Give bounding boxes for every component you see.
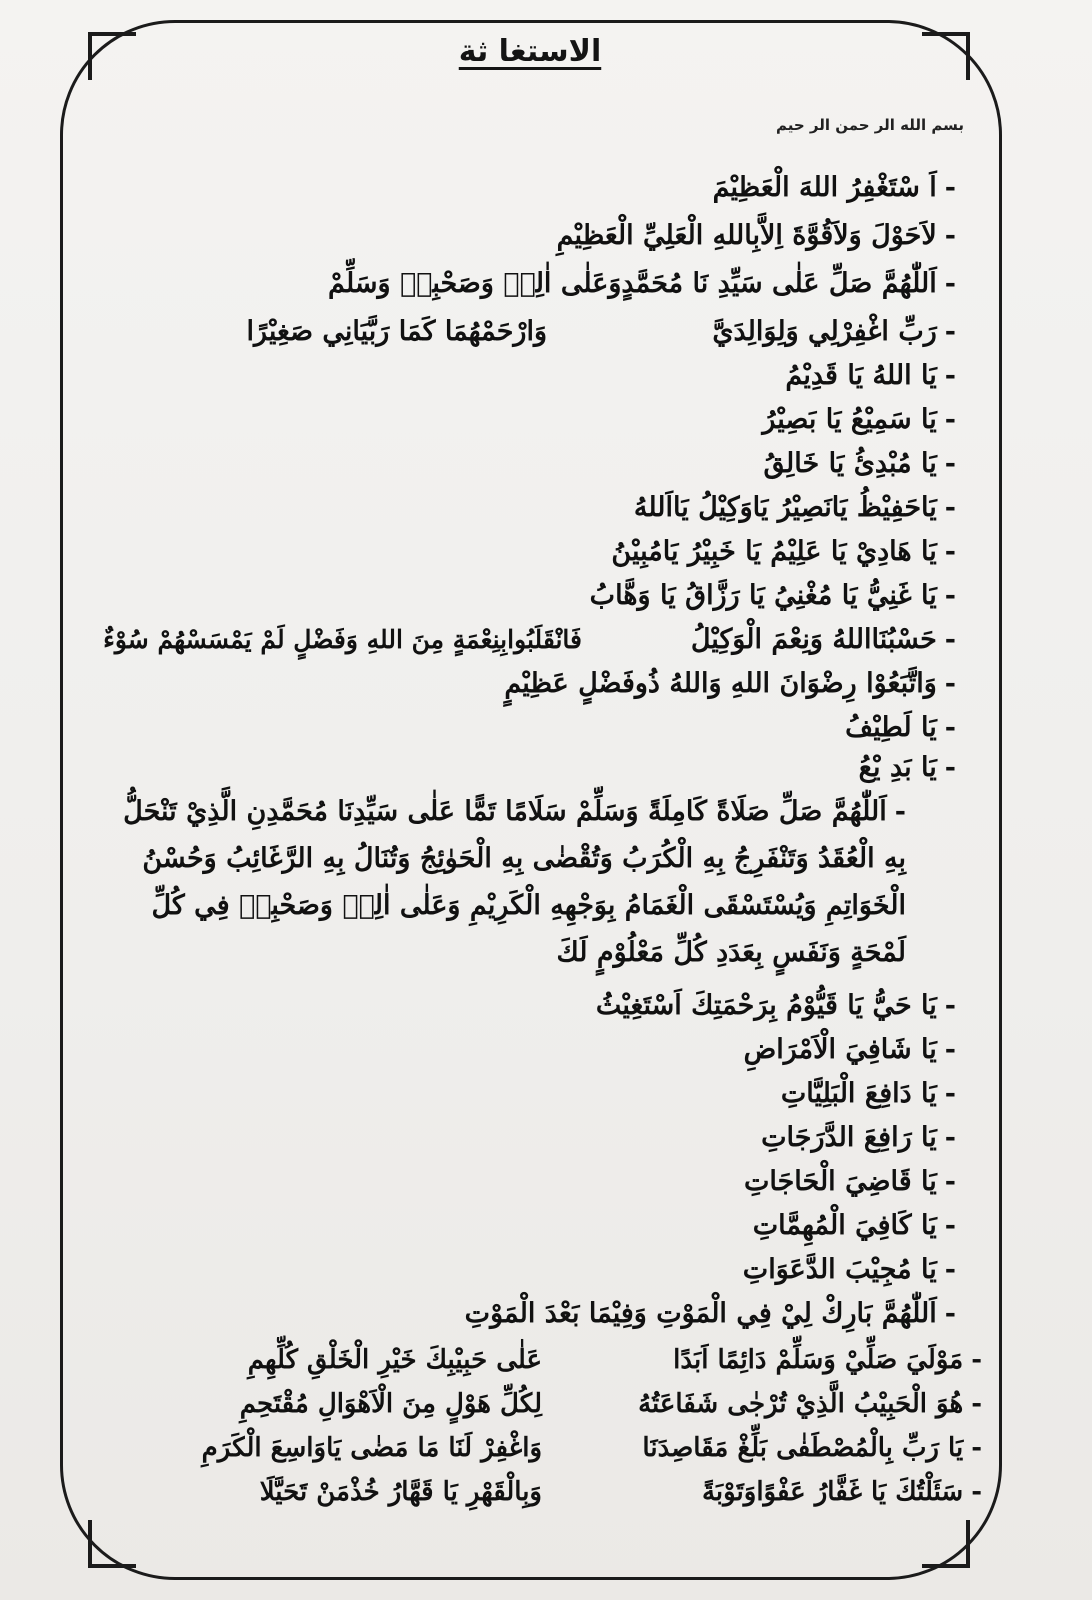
dua-line: -يَا غَنِيُّ يَا مُغْنِيُ يَا رَزَّاقُ يَا وَهَّابُ [589,580,956,611]
dua-line: -يَا شَافِيَ الْاَمْرَاضِ [743,1034,956,1065]
basmala: بسم الله الر حمن الر حيم [775,116,964,134]
poem-first-hemistich: -يَا رَبِّ بِالْمُصْطَفٰى بَلِّغْ مَقَاصِدَنَا [642,1433,982,1463]
dua-line: -يَا بَدِ يْعُ [858,752,956,783]
dua-line: -اَ سْتَغْفِرُ اللهَ الْعَظِيْمَ [712,172,956,203]
dua-line: -يَا كَافِيَ الْمُهِمَّاتِ [752,1210,956,1241]
dua-line: -يَا رَافِعَ الدَّرَجَاتِ [761,1122,956,1153]
dua-line: -يَا هَادِيْ يَا عَلِيْمُ يَا خَبِيْرُ يَامُبِيْنُ [611,536,956,567]
poem-second-hemistich: لِكُلِّ هَوْلٍ مِنَ الْاَهْوَالِ مُقْتَحِمِ [239,1389,542,1419]
dua-line: -يَا مُجِيْبَ الدَّعَوَاتِ [742,1254,956,1285]
poem-first-hemistich: -هُوَ الْحَبِيْبُ الَّذِيْ تُرْجٰى شَفَاعَتُهُ [638,1389,982,1419]
corner-ornament-bottom-left [88,1520,136,1568]
poem-second-hemistich: وَبِالْقَهْرِ يَا قَهَّارُ خُذْمَنْ تَحَيَّلَا [259,1477,542,1507]
poem-first-hemistich: -مَوْلَيَ صَلِّيْ وَسَلِّمْ دَائِمًا اَبَدًا [673,1345,982,1375]
corner-ornament-top-right [922,32,970,80]
poem-first-hemistich: -سَئَلْتُكَ يَا غَفَّارُ عَفْوًاوَتَوْبَةً [701,1477,982,1507]
dua-line: -يَا اللهُ يَا قَدِيْمُ [785,360,956,391]
dua-line: -يَا دَافِعَ الْبَلِيَّاتِ [780,1078,956,1109]
dua-line-split-second: وَارْحَمْهُمَا كَمَا رَبَّيَانِي صَغِيْرًا [246,316,547,347]
dua-line: -وَاتَّبَعُوْا رِضْوَانَ اللهِ وَاللهُ ذُوفَضْلٍ عَظِيْمٍ [504,668,956,699]
dua-line: -يَا مُبْدِئُ يَا خَالِقُ [763,448,956,479]
dua-line-split-second: فَانْقَلَبُوابِنِعْمَةٍ مِنَ اللهِ وَفَضْلٍ لَمْ يَمْسَسْهُمْ سُوْءٌ [103,625,582,654]
dua-line-split: -حَسْبُنَااللهُ وَنِعْمَ الْوَكِيْلُ [690,624,956,655]
corner-ornament-bottom-right [922,1520,970,1568]
dua-line: -اَللّٰهُمَّ صَلِّ عَلٰى سَيِّدِ نَا مُحَمَّدٍوَعَلٰى اٰلِهٖ وَصَحْبِهٖ وَسَلِّمْ [327,268,956,299]
dua-line: -يَا حَيُّ يَا قَيُّوْمُ بِرَحْمَتِكَ اَسْتَغِيْثُ [595,990,956,1021]
dua-line: -يَا لَطِيْفُ [845,712,956,743]
poem-second-hemistich: عَلٰى حَبِيْبِكَ خَيْرِ الْخَلْقِ كُلِّهِمِ [247,1345,542,1375]
dua-line: -اَللّٰهُمَّ بَارِكْ لِيْ فِي الْمَوْتِ وَفِيْمَا بَعْدَ الْمَوْتِ [464,1298,956,1329]
corner-ornament-top-left [88,32,136,80]
dua-line-split: -رَبِّ اغْفِرْلِي وَلِوَالِدَيَّ [712,316,956,347]
poem-second-hemistich: وَاغْفِرْ لَنَا مَا مَضٰى يَاوَاسِعَ الْكَرَمِ [201,1433,542,1463]
page-title: الاستغا ثة [458,34,602,69]
dua-line: -يَا سَمِيْعُ يَا بَصِيْرُ [762,404,956,435]
dua-line: -يَاحَفِيْظُ يَانَصِيْرُ يَاوَكِيْلُ يَااَللهُ [633,492,956,523]
salawat-paragraph: -اَللّٰهُمَّ صَلِّ صَلَاةً كَامِلَةً وَسَلِّمْ سَلَامًا تَمًّا عَلٰى سَيِّدِنَا مُحَمَّدِنِ الَّذِيْ تَنْحَلُّ بِهِ الْعُقَدُ وَتَنْفَرِجُ بِهِ الْكُرَبُ وَتُقْضٰى بِهِ الْحَوٰئِجُ وَتُنَالُ بِهِ الرَّغَائِبُ وَحُسْنُ الْخَوَاتِمِ وَيُسْتَسْقَى الْغَمَامُ بِوَجْهِهِ الْكَرِيْمِ وَعَلٰى اٰلِهٖ وَصَحْبِهٖ فِي كُلِّ لَمْحَةٍ وَنَفَسٍ بِعَدَدِ كُلِّ مَعْلُوْمٍ لَكَ [123,796,906,968]
dua-line: -يَا قَاضِيَ الْحَاجَاتِ [743,1166,956,1197]
dua-line: -لاَحَوْلَ وَلاَقُوَّةَ اِلاَّبِاللهِ الْعَلِيِّ الْعَظِيْمِ [556,220,956,251]
